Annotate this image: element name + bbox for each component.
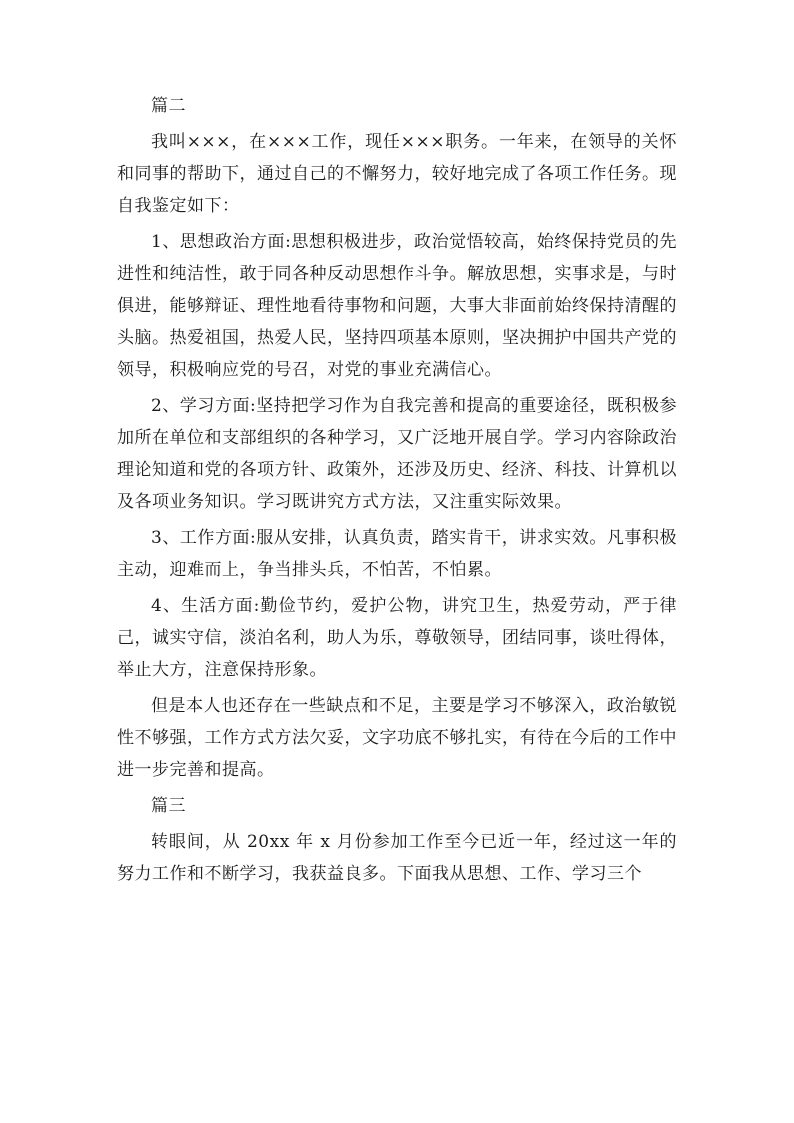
document-body [117, 90, 677, 890]
paragraph-life: 4、生活方面:勤俭节约，爱护公物，讲究卫生，热爱劳动，严于律己，诚实守信，淡泊名利，助人为乐，尊敬领导，团结同事，谈吐得体，举止大方，注意保持形象。 [117, 596, 677, 680]
paragraph-intro: 我叫×××，在×××工作，现任×××职务。一年来，在领导的关怀和同事的帮助下，通过自己的不懈努力，较好地完成了各项工作任务。现自我鉴定如下： [117, 132, 677, 216]
paragraph-shortcomings: 但是本人也还存在一些缺点和不足，主要是学习不够深入，政治敏锐性不够强，工作方式方法欠妥，文字功底不够扎实，有待在今后的工作中进一步完善和提高。 [117, 696, 677, 780]
paragraph-political: 1、思想政治方面:思想积极进步，政治觉悟较高，始终保持党员的先进性和纯洁性，敢于同各种反动思想作斗争。解放思想，实事求是，与时俱进，能够辩证、理性地看待事物和问题，大事大非面前始终保持清醒的头脑。热爱祖国，热爱人民，坚持四项基本原则，坚决拥护中国共产党的领导，积极响应党的号召，对党的事业充满信心。 [117, 232, 677, 380]
paragraph-study: 2、学习方面:坚持把学习作为自我完善和提高的重要途径，既积极参加所在单位和支部组织的各种学习，又广泛地开展自学。学习内容除政治理论知道和党的各项方针、政策外，还涉及历史、经济、科技、计算机以及各项业务知识。学习既讲究方式方法，又注重实际效果。 [117, 396, 677, 512]
paragraph-review-intro: 转眼间，从 20xx 年 x 月份参加工作至今已近一年，经过这一年的努力工作和不断学习，我获益良多。下面我从思想、工作、学习三个 [117, 832, 677, 884]
section-heading-3: 篇三 [151, 796, 186, 816]
paragraph-work: 3、工作方面:服从安排，认真负责，踏实肯干，讲求实效。凡事积极主动，迎难而上，争当排头兵，不怕苦，不怕累。 [117, 528, 677, 580]
section-heading-2: 篇二 [151, 96, 186, 116]
